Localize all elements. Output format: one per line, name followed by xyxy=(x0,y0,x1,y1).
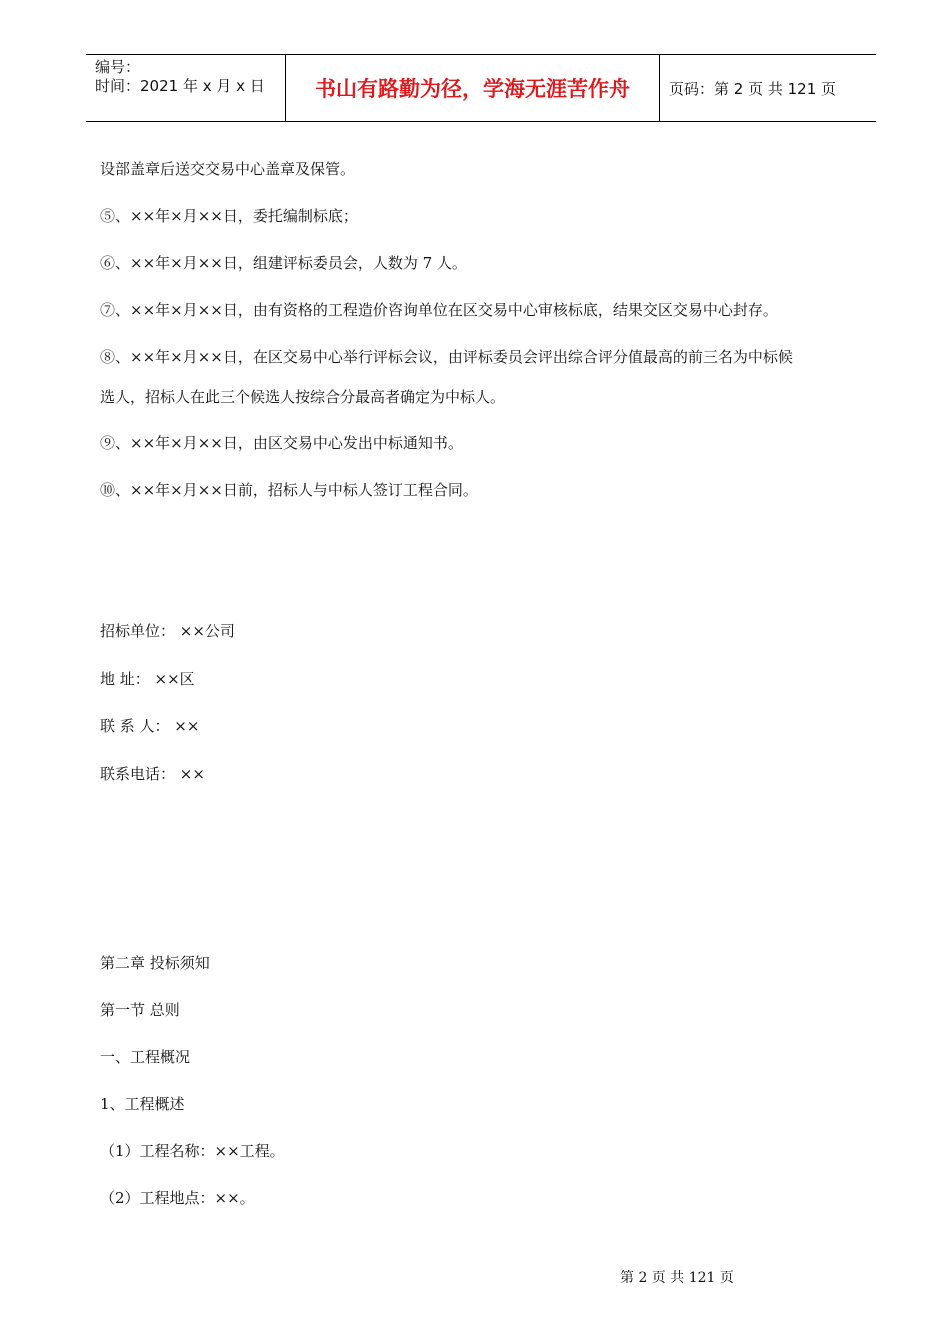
body-paragraph: ⑤、××年×月××日，委托编制标底； xyxy=(100,207,358,225)
list-item: （2）工程地点：××。 xyxy=(100,1189,255,1207)
subsection-heading: 1、工程概述 xyxy=(100,1095,185,1113)
body-paragraph: 设部盖章后送交交易中心盖章及保管。 xyxy=(100,160,356,178)
header-motto: 书山有路勤为径，学海无涯苦作舟 xyxy=(286,55,660,121)
header-meta xyxy=(86,55,286,121)
body-paragraph: ⑧、××年×月××日，在区交易中心举行评标会议，由评标委员会评出综合评分值最高的前三名为中标候 xyxy=(100,348,793,366)
chapter-title: 第二章 投标须知 xyxy=(100,954,210,972)
contact-unit: 招标单位： ××公司 xyxy=(100,622,235,640)
number-label: 编号： xyxy=(95,58,141,76)
page-header xyxy=(86,54,876,122)
contact-address: 地 址： ××区 xyxy=(100,670,195,688)
contact-person: 联 系 人： ×× xyxy=(100,717,200,735)
section-title: 第一节 总则 xyxy=(100,1001,180,1019)
body-paragraph: ⑦、××年×月××日，由有资格的工程造价咨询单位在区交易中心审核标底，结果交区交易中心封存。 xyxy=(100,301,778,319)
body-paragraph: ⑩、××年×月××日前，招标人与中标人签订工程合同。 xyxy=(100,481,478,499)
section-heading: 一、工程概况 xyxy=(100,1048,191,1066)
body-paragraph: ⑥、××年×月××日，组建评标委员会，人数为 7 人。 xyxy=(100,254,467,272)
body-paragraph: ⑨、××年×月××日，由区交易中心发出中标通知书。 xyxy=(100,434,463,452)
date-line: 时间：2021 年 x 月 x 日 xyxy=(95,77,265,95)
header-page-info: 页码：第 2 页 共 121 页 xyxy=(669,79,837,98)
list-item: （1）工程名称：××工程。 xyxy=(100,1142,285,1160)
body-paragraph: 选人，招标人在此三个候选人按综合分最高者确定为中标人。 xyxy=(100,388,506,406)
page-footer: 第 2 页 共 121 页 xyxy=(620,1270,734,1286)
contact-phone: 联系电话： ×× xyxy=(100,765,205,783)
